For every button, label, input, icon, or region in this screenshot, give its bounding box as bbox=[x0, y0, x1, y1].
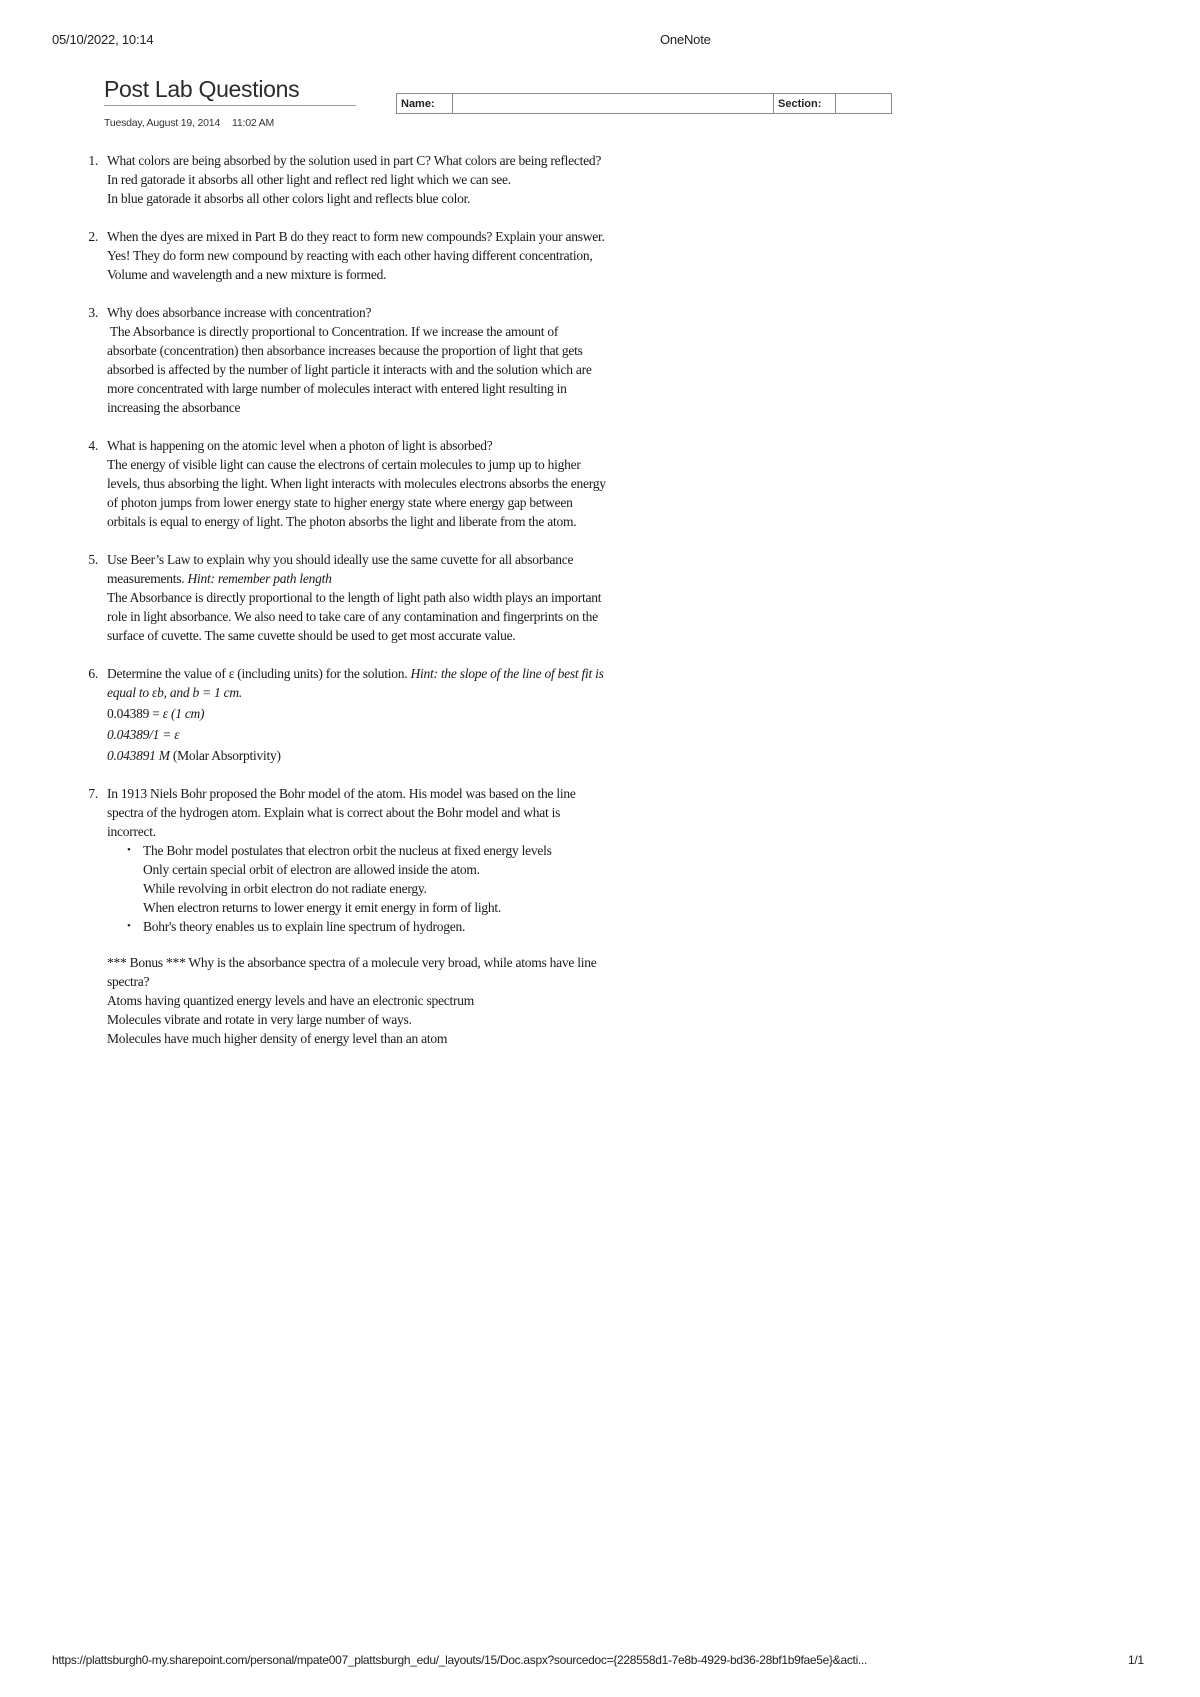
question-text: What is happening on the atomic level when a photon of light is absorbed? bbox=[107, 438, 493, 453]
work-line bbox=[107, 704, 766, 723]
question-3 bbox=[76, 303, 766, 417]
question-text-main: Determine the value of ε (including units) for the solution. bbox=[107, 666, 411, 681]
answer-line: orbitals is equal to energy of light. The photon absorbs the light and liberate from the atom. bbox=[107, 514, 577, 529]
answer-line: role in light absorbance. We also need to take care of any contamination and fingerprints on the bbox=[107, 609, 598, 624]
answer-line: Only certain special orbit of electron are allowed inside the atom. bbox=[143, 862, 480, 877]
name-section-table bbox=[396, 93, 892, 114]
work-line-plain: 0.04389 = bbox=[107, 706, 163, 721]
question-text: incorrect. bbox=[107, 824, 156, 839]
answer-line: more concentrated with large number of molecules interact with entered light resulting in bbox=[107, 381, 567, 396]
answer-line: increasing the absorbance bbox=[107, 400, 241, 415]
answer-line: The energy of visible light can cause the electrons of certain molecules to jump up to higher bbox=[107, 457, 581, 472]
page-date: Tuesday, August 19, 2014 bbox=[104, 117, 221, 129]
question-text: In 1913 Niels Bohr proposed the Bohr model of the atom. His model was based on the line bbox=[107, 786, 576, 801]
work-line-italic: ε (1 cm) bbox=[162, 706, 205, 721]
work-line bbox=[107, 746, 766, 765]
question-1 bbox=[76, 151, 766, 208]
page-title: Post Lab Questions bbox=[104, 76, 356, 106]
answer-line: Volume and wavelength and a new mixture is formed. bbox=[107, 267, 387, 282]
question-text: spectra of the hydrogen atom. Explain what is correct about the Bohr model and what is bbox=[107, 805, 561, 820]
answer-line: Bohr's theory enables us to explain line spectrum of hydrogen. bbox=[143, 919, 466, 934]
answer-bullet bbox=[127, 841, 766, 917]
question-5 bbox=[76, 550, 766, 645]
answer-line: The Absorbance is directly proportional to Concentration. If we increase the amount of bbox=[107, 324, 559, 339]
answer-line: In blue gatorade it absorbs all other colors light and reflects blue color. bbox=[107, 191, 471, 206]
answer-line: The Absorbance is directly proportional to the length of light path also width plays an important bbox=[107, 590, 602, 605]
bonus-question bbox=[76, 953, 766, 1048]
answer-line: Yes! They do form new compound by reacting with each other having different concentration, bbox=[107, 248, 593, 263]
answer-line: In red gatorade it absorbs all other light and reflect red light which we can see. bbox=[107, 172, 511, 187]
work-line-plain: (Molar Absorptivity) bbox=[169, 748, 281, 763]
question-list bbox=[76, 151, 766, 936]
bonus-question-text: *** Bonus *** Why is the absorbance spectra of a molecule very broad, while atoms have line bbox=[107, 955, 597, 970]
bullet-marker: • bbox=[127, 844, 131, 856]
question-number: 5. bbox=[88, 552, 98, 567]
answer-line: levels, thus absorbing the light. When light interacts with molecules electrons absorbs the energy bbox=[107, 476, 606, 491]
answer-line: surface of cuvette. The same cuvette should be used to get most accurate value. bbox=[107, 628, 516, 643]
print-url: https://plattsburgh0-my.sharepoint.com/personal/mpate007_plattsburgh_edu/_layouts/15/Doc.aspx?sourcedoc={228558d1-7e8b-4929-bd36-28bf1b9fae5e}&acti... bbox=[52, 1653, 868, 1667]
bonus-answer-line: Molecules have much higher density of energy level than an atom bbox=[107, 1031, 448, 1046]
bullet-marker: • bbox=[127, 920, 131, 932]
print-app-name: OneNote bbox=[660, 32, 711, 47]
question-6 bbox=[76, 664, 766, 765]
page-time: 11:02 AM bbox=[232, 117, 275, 129]
question-text: What colors are being absorbed by the solution used in part C? What colors are being reflected? bbox=[107, 153, 602, 168]
question-number: 3. bbox=[88, 305, 98, 320]
bonus-answer-line: Molecules vibrate and rotate in very large number of ways. bbox=[107, 1012, 412, 1027]
question-number: 4. bbox=[88, 438, 98, 453]
section-label: Section: bbox=[774, 94, 836, 114]
question-number: 1. bbox=[88, 153, 98, 168]
question-7 bbox=[76, 784, 766, 936]
question-text bbox=[107, 664, 766, 683]
question-4 bbox=[76, 436, 766, 531]
work-line-italic: 0.043891 M bbox=[107, 748, 170, 763]
print-datetime: 05/10/2022, 10:14 bbox=[52, 32, 154, 47]
question-2 bbox=[76, 227, 766, 284]
answer-line: of photon jumps from lower energy state to higher energy state where energy gap between bbox=[107, 495, 573, 510]
question-hint: Hint: remember path length bbox=[187, 571, 332, 586]
question-text: When the dyes are mixed in Part B do they react to form new compounds? Explain your answer. bbox=[107, 229, 605, 244]
question-number: 6. bbox=[88, 666, 98, 681]
question-text: Why does absorbance increase with concentration? bbox=[107, 305, 372, 320]
answer-line: While revolving in orbit electron do not radiate energy. bbox=[143, 881, 427, 896]
question-text-cont: measurements. bbox=[107, 571, 188, 586]
question-number: 7. bbox=[88, 786, 98, 801]
answer-bullet bbox=[127, 917, 766, 936]
name-field[interactable] bbox=[453, 94, 774, 114]
name-label: Name: bbox=[397, 94, 453, 114]
question-number: 2. bbox=[88, 229, 98, 244]
print-page-count: 1/1 bbox=[1128, 1653, 1144, 1667]
work-line: 0.04389/1 = ε bbox=[107, 727, 180, 742]
bonus-question-text: spectra? bbox=[107, 974, 150, 989]
answer-line: When electron returns to lower energy it emit energy in form of light. bbox=[143, 900, 502, 915]
answer-line: absorbed is affected by the number of light particle it interacts with and the solution which are bbox=[107, 362, 592, 377]
answer-line: absorbate (concentration) then absorbance increases because the proportion of light that gets bbox=[107, 343, 583, 358]
page-content bbox=[76, 151, 766, 1048]
section-field[interactable] bbox=[836, 94, 892, 114]
answer-bullet-list bbox=[107, 841, 766, 936]
question-hint-cont: equal to εb, and b = 1 cm. bbox=[107, 685, 243, 700]
bonus-answer-line: Atoms having quantized energy levels and have an electronic spectrum bbox=[107, 993, 474, 1008]
question-text: Use Beer’s Law to explain why you should ideally use the same cuvette for all absorbance bbox=[107, 552, 574, 567]
answer-line: The Bohr model postulates that electron orbit the nucleus at fixed energy levels bbox=[143, 843, 552, 858]
question-text bbox=[107, 569, 766, 588]
question-hint: Hint: the slope of the line of best fit is bbox=[410, 666, 604, 681]
page-date-time bbox=[104, 117, 274, 129]
